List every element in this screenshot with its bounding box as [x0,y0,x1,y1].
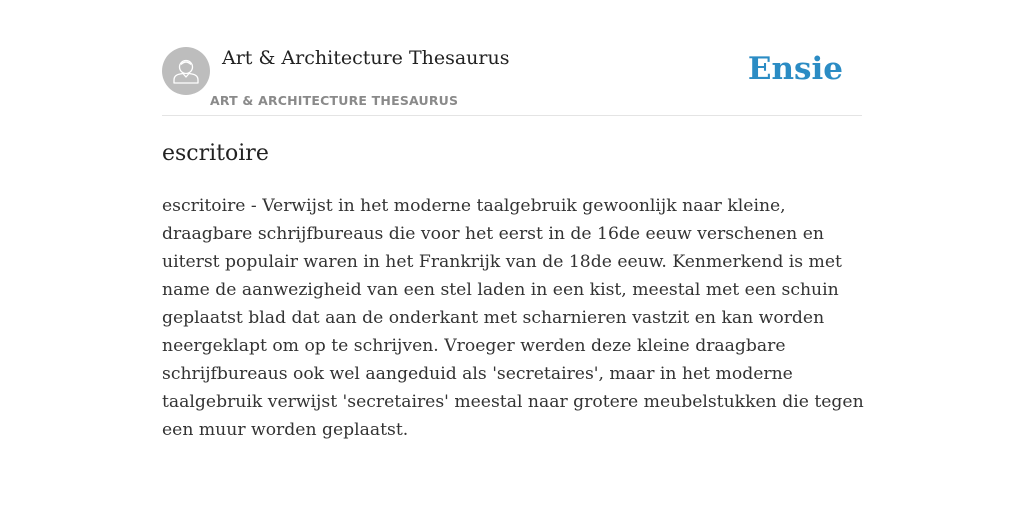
source-subtitle[interactable]: ART & ARCHITECTURE THESAURUS [210,93,459,108]
page-container [162,0,864,440]
entry-definition: escritoire - Verwijst in het moderne taalgebruik gewoonlijk naar kleine, draagbare schrijfbureaus die voor het eerst in de 16de eeuw verschenen en uiterst populair waren in het Frankrijk van de 18de eeuw. Kenmerkend is met name de aanwezigheid van een stel laden in een kist, meestal met een schuin geplaatst blad dat aan de onderkant met scharnieren vastzit en kan worden neergeklapt om op te schrijven. Vroeger werden deze kleine draagbare schrijfbureaus ook wel aangeduid als 'secretaires', maar in het moderne taalgebruik verwijst 'secretaires' meestal naar grotere meubelstukken die tegen een muur worden geplaatst. [162,196,864,440]
source-title[interactable]: Art & Architecture Thesaurus [222,47,510,69]
user-avatar-icon[interactable] [162,47,210,95]
source-header [162,0,862,116]
ensie-logo[interactable]: Ensie [747,51,843,87]
entry-term: escritoire [162,141,269,166]
